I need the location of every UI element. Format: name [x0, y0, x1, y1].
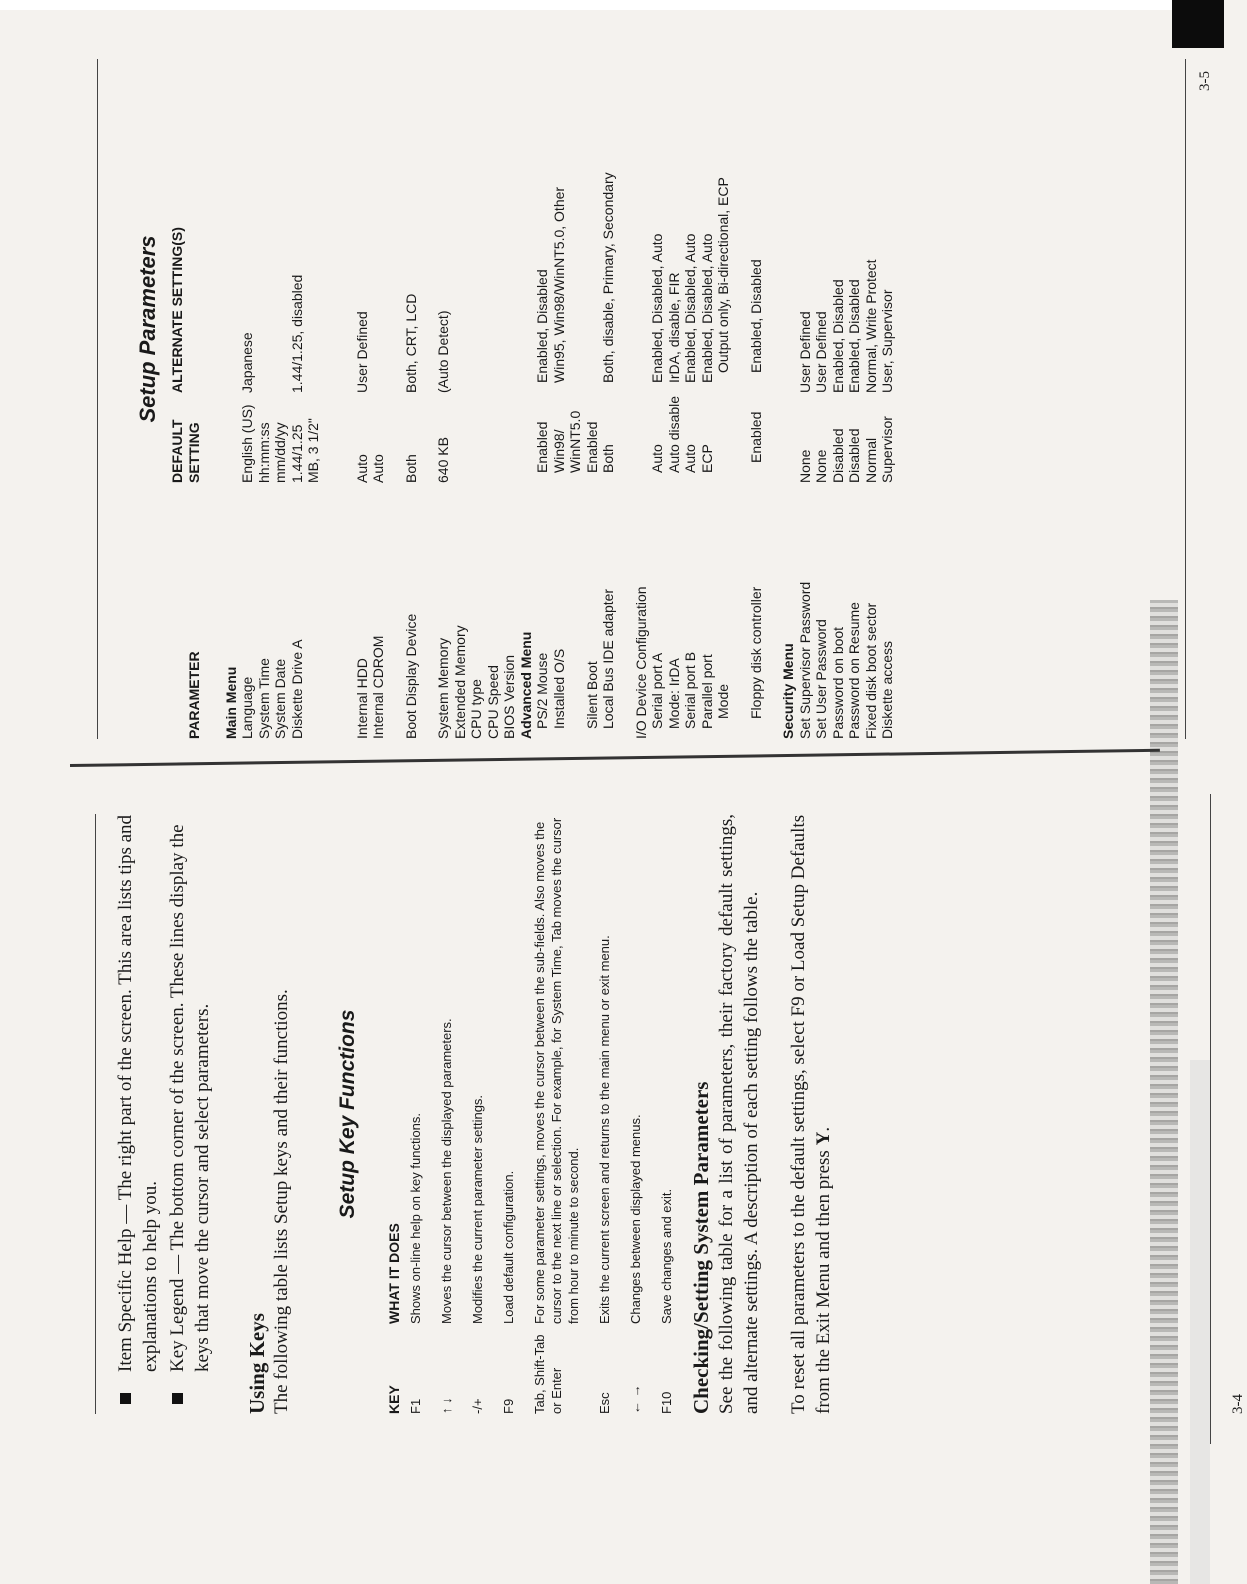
param-cell: Installed O/S	[550, 648, 567, 729]
key-cell: F9	[501, 1398, 516, 1414]
table-row	[633, 39, 650, 739]
alt-cell: Enabled, Disabled, Auto	[682, 233, 698, 383]
alt-cell: Enabled, Disabled	[846, 279, 862, 393]
key-cell: -/+	[470, 1398, 485, 1414]
table-row	[452, 39, 469, 739]
table-row	[715, 39, 732, 739]
menu-heading-text: Main Menu	[222, 666, 239, 739]
table-row	[256, 39, 273, 739]
alt-cell: User, Supervisor	[879, 289, 895, 393]
alt-cell: Enabled, Disabled	[829, 279, 846, 393]
table-row	[666, 39, 683, 739]
table-row	[469, 814, 486, 1414]
table-row	[534, 39, 551, 739]
param-cell: Diskette Drive A	[288, 639, 305, 739]
table-row	[879, 39, 896, 739]
alt-cell: Enabled, Disabled	[534, 269, 550, 383]
desc-cell: Load default configuration.	[501, 1170, 516, 1324]
table-row	[468, 39, 485, 739]
default-cell: None	[813, 449, 829, 483]
table-row	[438, 814, 455, 1414]
table-row	[627, 814, 644, 1414]
table-row	[403, 39, 420, 739]
default-cell: Auto	[353, 454, 370, 483]
bullet-text: — The bottom corner of the screen. These lines display the keys that move the cursor and select parameters.	[167, 824, 213, 1372]
table-row	[435, 39, 452, 739]
desc-cell: Changes between displayed menus.	[628, 1114, 643, 1324]
table-row	[551, 39, 584, 739]
param-cell: Password on Resume	[846, 602, 862, 739]
key-cell: Tab, Shift-Tab or Enter	[532, 1334, 564, 1414]
table-row	[830, 39, 847, 739]
bullet-square-icon	[172, 1393, 183, 1404]
menu-heading-advanced	[518, 39, 535, 739]
col-parameter-header: PARAMETER	[186, 651, 202, 739]
param-cell: Boot Display Device	[402, 613, 419, 739]
left-page	[95, 814, 1246, 1414]
alt-cell: Enabled, Disabled	[747, 259, 764, 373]
table-row	[649, 39, 666, 739]
key-cell: ← →	[628, 1384, 643, 1414]
key-cell: F1	[408, 1398, 423, 1414]
desc-cell: Moves the cursor between the displayed parameters.	[439, 1018, 454, 1324]
table-row	[500, 814, 517, 1414]
param-cell: Language	[239, 676, 255, 739]
alt-cell: (Auto Detect)	[435, 310, 451, 393]
bullet-item-specific-help	[113, 814, 163, 1414]
reset-text-end: .	[813, 1126, 834, 1132]
default-cell: hh:mm:ss	[255, 422, 272, 483]
menu-heading-main	[223, 39, 240, 739]
default-cell: Auto	[649, 444, 665, 473]
key-cell: ↑ ↓	[439, 1397, 454, 1414]
default-cell: Disabled	[846, 428, 862, 483]
param-cell: Internal HDD	[353, 658, 370, 739]
param-cell: System Memory	[435, 637, 451, 739]
alt-cell: User Defined	[796, 311, 813, 393]
param-cell: Internal CDROM	[370, 635, 386, 739]
table-row	[699, 39, 716, 739]
using-keys-heading: Using Keys	[245, 1313, 269, 1414]
default-cell: mm/dd/yy	[272, 422, 288, 483]
bottom-rule	[1210, 794, 1211, 1444]
default-cell: 640 KB	[435, 437, 451, 483]
alt-cell: Normal, Write Protect	[862, 259, 879, 393]
desc-cell: Modifies the current parameter settings.	[470, 1094, 485, 1324]
table-header	[386, 814, 403, 1414]
table-row	[748, 39, 765, 739]
param-cell: CPU type	[468, 679, 484, 739]
reset-text: To reset all parameters to the default settings, select F9 or Load Setup Defaults from the Exit Menu and then press	[788, 814, 834, 1414]
desc-cell: Exits the current screen and returns to the main menu or exit menu.	[597, 935, 612, 1324]
col-what-header: WHAT IT DOES	[386, 1223, 402, 1324]
table-row	[531, 814, 582, 1414]
default-cell: Enabled	[747, 411, 764, 463]
col-default-header: DEFAULT SETTING	[169, 419, 202, 483]
table-row	[584, 39, 601, 739]
table-row	[501, 39, 518, 739]
page-number-right: 3-5	[1197, 71, 1213, 91]
param-cell: Floppy disk controller	[747, 586, 764, 719]
default-cell: English (US)	[239, 404, 255, 483]
key-cell: F10	[659, 1391, 674, 1414]
default-cell: Auto disable	[665, 395, 682, 473]
alt-cell: Japanese	[239, 332, 255, 393]
menu-heading-security	[780, 39, 797, 739]
table-row	[407, 814, 424, 1414]
default-cell: Enabled	[534, 421, 550, 473]
param-cell: BIOS Version	[501, 654, 517, 739]
alt-cell: Enabled, Disabled, Auto	[649, 233, 665, 383]
default-cell: None	[796, 449, 813, 483]
param-cell: System Date	[272, 658, 288, 739]
key-functions-table	[386, 814, 675, 1414]
default-cell: Auto	[370, 454, 386, 483]
default-cell: 1.44/1.25 MB, 3 1/2"	[288, 418, 321, 483]
default-cell: Both	[600, 444, 616, 473]
checking-heading: Checking/Setting System Parameters	[689, 1081, 713, 1414]
using-keys-intro: The following table lists Setup keys and their functions.	[271, 989, 292, 1414]
key-cell: Esc	[597, 1392, 612, 1414]
table-header	[169, 39, 203, 739]
alt-cell: Both, CRT, LCD	[402, 293, 419, 393]
table-row	[797, 39, 814, 739]
param-cell: Diskette access	[879, 640, 895, 739]
key-table-title: Setup Key Functions	[336, 1009, 359, 1219]
bullet-text: — The right part of the screen. This area lists tips and explanations to help you.	[115, 814, 161, 1372]
page-number-left: 3-4	[1230, 1394, 1246, 1414]
bullet-term: Item Specific Help	[115, 1228, 136, 1372]
param-cell: Serial port A	[649, 652, 665, 729]
alt-cell: 1.44/1.25, disabled	[288, 274, 305, 393]
checking-paragraph: See the following table for a list of parameters, their factory default settings, and alternate settings. A description of each setting follows the table.	[716, 814, 762, 1414]
alt-cell: Win95, Win98/WinNT5.0, Other	[550, 186, 567, 383]
default-cell: Supervisor	[879, 416, 895, 483]
table-row	[863, 39, 880, 739]
menu-heading-text: Advanced Menu	[517, 631, 534, 739]
table-row	[289, 39, 322, 739]
setup-parameters-table	[169, 39, 896, 739]
bullet-key-legend	[165, 814, 215, 1414]
alt-cell: User Defined	[353, 311, 370, 393]
table-row	[813, 39, 830, 739]
table-row	[354, 39, 371, 739]
param-cell: Set User Password	[813, 619, 829, 739]
param-cell: Mode: IrDA	[665, 658, 682, 729]
default-cell: Enabled	[583, 421, 600, 473]
param-cell: Silent Boot	[583, 661, 600, 729]
default-cell: Normal	[862, 437, 879, 483]
table-row	[600, 39, 617, 739]
right-page	[75, 39, 1213, 739]
reset-paragraph	[786, 814, 836, 1414]
param-cell: Extended Memory	[451, 625, 468, 739]
param-cell: Parallel port	[698, 654, 715, 729]
param-cell: Set Supervisor Password	[796, 581, 813, 739]
param-cell: Mode	[715, 683, 731, 719]
table-row	[846, 39, 863, 739]
top-rule	[95, 814, 96, 1414]
bullet-square-icon	[120, 1393, 131, 1404]
menu-heading-text: Security Menu	[780, 643, 796, 739]
alt-cell: User Defined	[813, 311, 829, 393]
table-row	[485, 39, 502, 739]
param-cell: Fixed disk boot sector	[862, 602, 879, 739]
param-cell: Password on boot	[829, 626, 846, 739]
table-row	[596, 814, 613, 1414]
default-cell: Disabled	[829, 428, 846, 483]
desc-cell: For some parameter settings, moves the cursor between the sub-fields. Also moves the cursor to the next line or selection. For example, for System Time, Tab moves the cursor from hour to minute to second.	[532, 817, 581, 1324]
col-key-header: KEY	[386, 1385, 402, 1414]
alt-cell: Both, disable, Primary, Secondary	[600, 172, 616, 383]
reset-key: Y	[813, 1131, 834, 1146]
param-cell: CPU Speed	[484, 665, 501, 739]
bottom-rule	[1185, 59, 1186, 739]
table-row	[682, 39, 699, 739]
alt-cell: IrDA, disable, FIR	[665, 272, 682, 383]
table-row	[370, 39, 387, 739]
top-rule	[97, 59, 98, 739]
alt-cell: Enabled, Disabled, Auto	[698, 233, 715, 383]
param-cell: Local Bus IDE adapter	[600, 588, 616, 729]
param-cell: I/O Device Configuration	[632, 586, 649, 739]
desc-cell: Save changes and exit.	[659, 1188, 674, 1324]
desc-cell: Shows on-line help on key functions.	[408, 1112, 423, 1324]
col-alternate-header: ALTERNATE SETTING(S)	[169, 227, 185, 393]
param-cell: Serial port B	[682, 651, 698, 729]
table-row	[658, 814, 675, 1414]
setup-parameters-title: Setup Parameters	[135, 235, 160, 423]
param-cell: System Time	[255, 658, 272, 739]
table-row	[272, 39, 289, 739]
default-cell: Auto	[682, 444, 698, 473]
default-cell: Both	[402, 454, 419, 483]
default-cell: Win98/ WinNT5.0	[550, 410, 583, 473]
table-row	[239, 39, 256, 739]
alt-cell: Output only, Bi-directional, ECP	[715, 177, 731, 373]
bullet-term: Key Legend	[167, 1278, 188, 1372]
param-cell: PS/2 Mouse	[534, 652, 550, 729]
default-cell: ECP	[698, 444, 715, 473]
